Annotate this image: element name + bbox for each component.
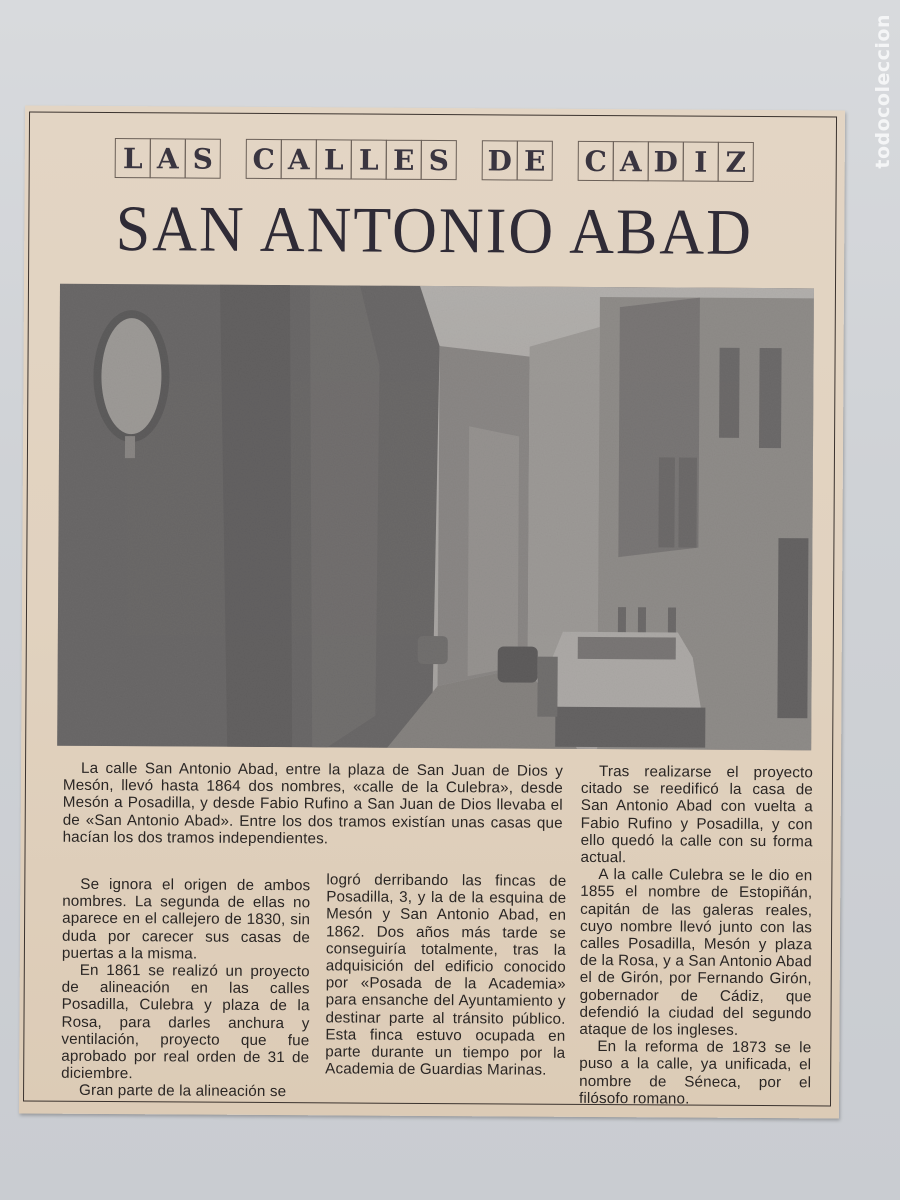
kicker-letter: S bbox=[421, 140, 457, 180]
paragraph: En la reforma de 1873 se le puso a la calle, ya unificada, el nombre de Séneca, por el filósofo romano. bbox=[578, 1038, 812, 1108]
paragraph: logró derribando las fincas de Posadilla, 3, y la de la esquina de Mesón y San Antonio Abad, en 1862. Dos años más tarde se conseguiría totalmente, tras la adquisición del edificio conocido por «Posada de la Academia» para ensanche del Ayuntamiento y destinar parte al tránsito público. Esta finca estuvo ocupada en parte durante un tiempo por la Academia de Guardias Marinas. bbox=[325, 871, 567, 1079]
column-1 bbox=[61, 876, 310, 1101]
paragraph: A la calle Culebra se le dio en 1855 el nombre de Estopiñán, capitán de las galeras reales, cuyo nombre llevó junto con las calles Posadilla, Mesón y plaza de la Rosa, y a San Antonio Abad el de Girón, por Fernando Girón, gobernador de Cádiz, que defendió la ciudad del segundo ataque de los ingleses. bbox=[579, 866, 813, 1039]
kicker-word bbox=[483, 140, 553, 180]
kicker-letter: L bbox=[351, 139, 387, 179]
section-kicker bbox=[25, 138, 845, 183]
column-3 bbox=[579, 763, 813, 1108]
newspaper-clipping bbox=[19, 106, 845, 1119]
kicker-letter: A bbox=[613, 141, 649, 181]
kicker-letter: C bbox=[578, 141, 614, 181]
kicker-letter: A bbox=[150, 138, 186, 178]
paragraph: Se ignora el origen de ambos nombres. La segunda de ellas no aparece en el callejero de 1830, sin duda por carecer sus casas de puertas a la misma. bbox=[61, 875, 311, 963]
kicker-word bbox=[247, 139, 457, 180]
kicker-letter: I bbox=[683, 142, 719, 182]
kicker-letter: L bbox=[316, 139, 352, 179]
street-photo bbox=[57, 284, 814, 751]
watermark-text: todocoleccion bbox=[872, 14, 894, 169]
kicker-letter: D bbox=[482, 140, 518, 180]
kicker-letter: Z bbox=[718, 142, 754, 182]
article-headline: SAN ANTONIO ABAD bbox=[115, 193, 754, 269]
paragraph: Gran parte de la alineación se bbox=[79, 1082, 287, 1101]
kicker-letter: C bbox=[246, 139, 282, 179]
lead-text: La calle San Antonio Abad, entre la plaza de San Juan de Dios y Mesón, llevó hasta 1864 dos nombres, «calle de la Culebra», desde Mesón a Posadilla, y desde Fabio Rufino a San Juan de Dios llevaba el de «San Antonio Abad». Entre los dos tramos existían unas casas que hacían los dos tramos independientes. bbox=[62, 759, 564, 848]
kicker-letter: E bbox=[386, 140, 422, 180]
kicker-word bbox=[579, 141, 754, 182]
kicker-letter: L bbox=[115, 138, 151, 178]
lead-paragraph bbox=[63, 760, 564, 849]
kicker-letter: E bbox=[517, 141, 553, 181]
kicker-letter: D bbox=[648, 141, 684, 181]
kicker-letter: A bbox=[281, 139, 317, 179]
paragraph: Tras realizarse el proyecto citado se reedificó la casa de San Antonio Abad con vuelta a Fabio Rufino y Posadilla, y con ello quedó la calle con su forma actual. bbox=[580, 763, 814, 867]
street-photo-illustration bbox=[57, 284, 814, 751]
kicker-word bbox=[116, 138, 221, 179]
kicker-letter: S bbox=[185, 138, 221, 178]
column-2 bbox=[325, 871, 566, 1079]
paragraph: En 1861 se realizó un proyecto de alineación en las calles Posadilla, Culebra y plaza de la Rosa, para darles anchura y ventilación, proyecto que fue aprobado por real orden de 31 de diciembre. bbox=[61, 961, 310, 1083]
